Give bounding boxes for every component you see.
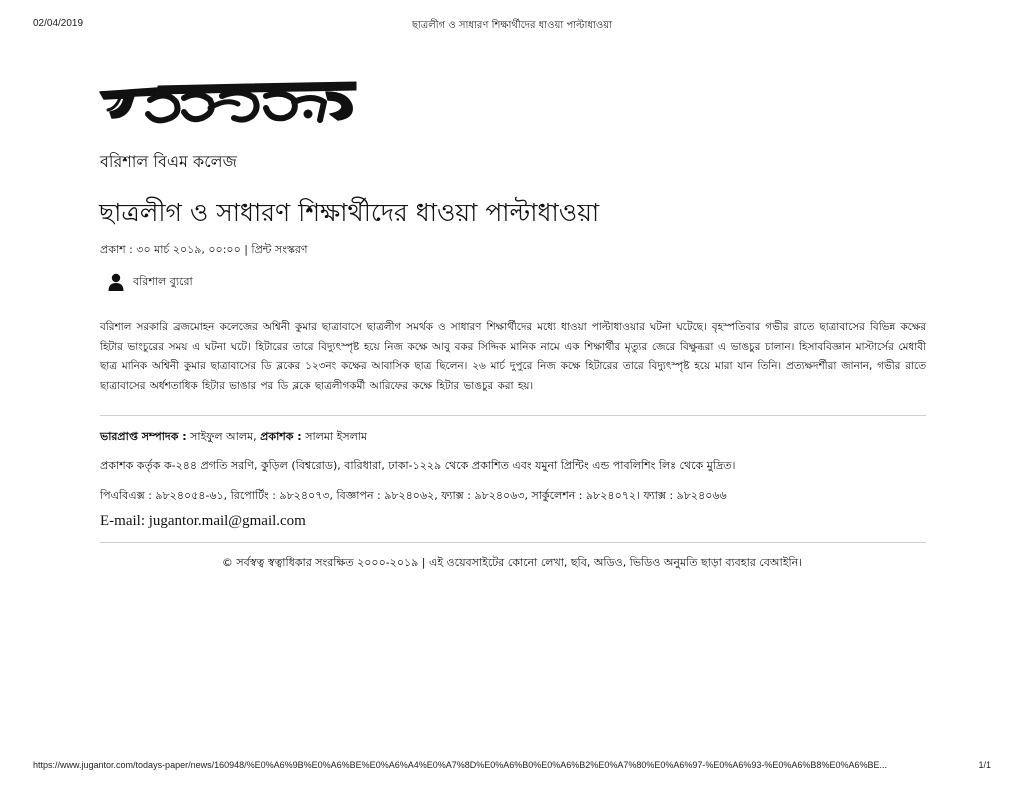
divider — [100, 415, 926, 416]
print-footer-page-number: 1/1 — [978, 760, 991, 770]
editor-name: সাইফুল আলম, — [190, 430, 257, 443]
print-header-date: 02/04/2019 — [33, 18, 84, 29]
jugantor-logo[interactable] — [98, 78, 360, 128]
author-byline — [108, 272, 193, 292]
section-label[interactable]: বরিশাল বিএম কলেজ — [100, 152, 237, 171]
editor-label: ভারপ্রাপ্ত সম্পাদক : — [100, 430, 187, 443]
author-name: বরিশাল ব্যুরো — [133, 274, 193, 288]
article-body: বরিশাল সরকারি ব্রজমোহন কলেজের অশ্বিনী কুমার ছাত্রাবাসে ছাত্রলীগ সমর্থক ও সাধারণ শিক্ষার্থীদের মধ্যে ধাওয়া পাল্টাধাওয়ার ঘটনা ঘটেছে। বৃহস্পতিবার গভীর রাতে ছাত্রাবাসের বিভিন্ন কক্ষের হিটার ভাংচুরের সময় এ ঘটনা ঘটে। হিটারের তারে বিদ্যুৎস্পৃষ্ট হয়ে নিজ কক্ষে আবু বকর সিদ্দিক মানিক নামে এক শিক্ষার্থীর মৃত্যুর জেরে বিক্ষুব্ধরা এ ভাঙচুর চালান। হিসাববিজ্ঞান মাস্টার্সের মেধাবী ছাত্র মানিক অশ্বিনী কুমার ছাত্রাবাসের ডি ব্লকের ১২৩নং কক্ষের আবাসিক ছাত্র ছিলেন। ২৬ মার্চ দুপুরে নিজ কক্ষে হিটারের তারে বিদ্যুৎস্পৃষ্ট হয়ে মারা যান তিনি। প্রত্যক্ষদর্শীরা জানান, গভীর রাতে ছাত্রাবাসের অর্ধশতাধিক হিটার ভাঙার পর ডি ব্লকে ছাত্রলীগকর্মী আরিফের কক্ষে হিটার ভাঙচুর করা হয়। — [100, 321, 926, 392]
print-header-title: ছাত্রলীগ ও সাধারণ শিক্ষার্থীদের ধাওয়া পাল্টাধাওয়া — [411, 20, 613, 31]
publisher-name: সালমা ইসলাম — [305, 430, 368, 443]
publisher-address: প্রকাশক কর্তৃক ক-২৪৪ প্রগতি সরণি, কুড়িল (বিশ্বরোড), বারিধারা, ঢাকা-১২২৯ থেকে প্রকাশিত এবং যমুনা প্রিন্টিং এন্ড পাবলিশিং লিঃ থেকে মুদ্রিত। — [100, 459, 736, 472]
copyright-notice: © সর্বস্বত্ব স্বত্বাধিকার সংরক্ষিত ২০০০-২০১৯ | এই ওয়েবসাইটের কোনো লেখা, ছবি, অডিও, ভিডিও অনুমতি ছাড়া ব্যবহার বেআইনি। — [221, 556, 803, 569]
contact-numbers: পিএবিএক্স : ৯৮২৪০৫৪-৬১, রিপোর্টিং : ৯৮২৪০৭৩, বিজ্ঞাপন : ৯৮২৪০৬২, ফ্যাক্স : ৯৮২৪০৬৩, সার্কুলেশন : ৯৮২৪০৭২। ফ্যাক্স : ৯৮২৪০৬৬ — [100, 489, 727, 502]
print-footer-url: https://www.jugantor.com/todays-paper/news/160948/%E0%A6%9B%E0%A6%BE%E0%A6%A4%E0%A7%8D%E0%A6%B0%E0%A6%B2%E0%A7%80%E0%A6%97-%E0%A6%93-%E0%A6%B8%E0%A6%BE... — [33, 760, 887, 770]
user-icon — [108, 273, 124, 291]
publisher-label: প্রকাশক : — [260, 430, 302, 443]
article-headline: ছাত্রলীগ ও সাধারণ শিক্ষার্থীদের ধাওয়া পাল্টাধাওয়া — [99, 198, 600, 227]
divider — [100, 542, 926, 543]
contact-email[interactable]: E-mail: jugantor.mail@gmail.com — [100, 513, 306, 529]
editor-publisher-line — [100, 428, 367, 447]
article-meta: প্রকাশ : ৩০ মার্চ ২০১৯, ০০:০০ | প্রিন্ট সংস্করণ — [100, 243, 308, 256]
